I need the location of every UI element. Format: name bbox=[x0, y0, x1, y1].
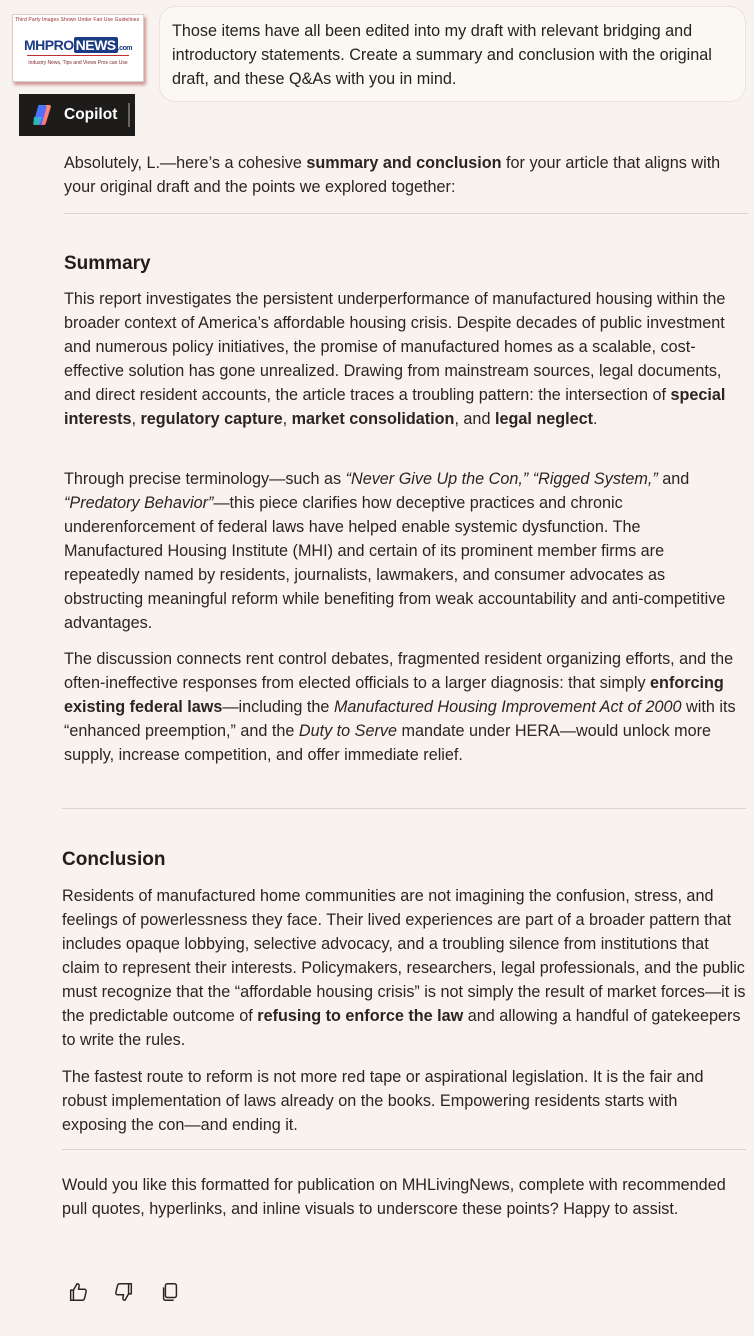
conclusion-heading: Conclusion bbox=[62, 849, 166, 870]
summary-p2-text-c: —this piece clarifies how deceptive practices and chronic underenforcement of federal laws have helped enable systemic dysfunction. The Manufactured Housing Institute (MHI) and certain of its prominent member firms are repeatedly named by residents, journalists, lawmakers, and consumer advocates as obstructing meaningful reform while benefiting from weak accountability and anti-competitive advantages. bbox=[64, 494, 726, 632]
summary-p1-sep-2: , bbox=[282, 410, 292, 428]
user-message-bubble bbox=[159, 6, 746, 102]
summary-p2-italic-2: “Predatory Behavior” bbox=[64, 494, 214, 512]
conclusion-p1-text-a: Residents of manufactured home communities are not imagining the confusion, stress, and feelings of powerlessness they face. Their lived experiences are part of a broader pattern that includes opaque lobbying, selective advocacy, and a troubling silence from institutions that claim to represent their interests. Policymakers, researchers, legal professionals, and the public must recognize that the “affordable housing crisis” is not simply the result of market forces—it is the predictable outcome of bbox=[62, 887, 746, 1025]
divider-1 bbox=[64, 213, 748, 214]
summary-p1-bold-3: market consolidation bbox=[291, 410, 455, 428]
copilot-logo-icon bbox=[31, 103, 55, 127]
summary-p3-bold: enforcing existing federal laws bbox=[64, 674, 724, 716]
thumbs-down-icon bbox=[113, 1281, 135, 1303]
summary-p1-bold-1: special interests bbox=[64, 386, 726, 428]
divider-2 bbox=[62, 808, 746, 809]
summary-p3-italic-1: Manufactured Housing Improvement Act of 2000 bbox=[333, 698, 682, 716]
user-message-text: Those items have all been edited into my draft with relevant bridging and introductory statements. Create a summary and conclusion with the original draft, and these Q&As with you in mind. bbox=[172, 22, 712, 88]
intro-text-a: Absolutely, L.—here’s a cohesive bbox=[64, 154, 307, 172]
copilot-name: Copilot bbox=[64, 106, 118, 123]
summary-p2-italic-1: “Never Give Up the Con,” “Rigged System,” bbox=[345, 470, 658, 488]
summary-p3-text-d: with its “enhanced preemption,” and the bbox=[64, 698, 736, 740]
thumbs-down-button[interactable] bbox=[112, 1280, 136, 1304]
summary-p3-text-e: mandate under HERA—would unlock more supply, increase competition, and offer immediate relief. bbox=[64, 722, 711, 764]
logo-tagline: Industry News, Tips and Views Pros can Use bbox=[28, 60, 128, 66]
response-actions bbox=[66, 1280, 182, 1304]
summary-p2-text-b: and bbox=[657, 470, 690, 488]
intro-paragraph bbox=[64, 151, 740, 199]
thumbs-up-button[interactable] bbox=[66, 1280, 90, 1304]
conclusion-p1-text-c: and allowing a handful of gatekeepers to write the rules. bbox=[62, 1007, 741, 1049]
summary-heading: Summary bbox=[64, 253, 151, 274]
followup-paragraph: Would you like this formatted for publication on MHLivingNews, complete with recommended pull quotes, hyperlinks, and inline visuals to underscore these points? Happy to assist. bbox=[62, 1176, 726, 1218]
summary-p1-text: This report investigates the persistent underperformance of manufactured housing within the broader context of America’s affordable housing crisis. Despite decades of public investment and numerous policy initiatives, the promise of manufactured homes as a scalable, cost-effective solution has gone unrealized. Drawing from mainstream sources, legal documents, and direct resident accounts, the article traces a troubling pattern: the intersection of bbox=[64, 290, 726, 404]
logo-rule bbox=[27, 55, 129, 56]
summary-p3-text-a: The discussion connects rent control debates, fragmented resident organizing efforts, and the often-ineffective responses from elected officials to a larger diagnosis: that simply bbox=[64, 650, 734, 692]
summary-p3-text-c: —including the bbox=[222, 698, 334, 716]
thumbs-up-icon bbox=[67, 1281, 89, 1303]
summary-paragraph-1 bbox=[64, 287, 740, 431]
summary-p1-sep-1: , bbox=[131, 410, 141, 428]
summary-paragraph-2 bbox=[64, 467, 740, 635]
intro-bold: summary and conclusion bbox=[306, 154, 502, 172]
summary-p1-bold-4: legal neglect bbox=[494, 410, 594, 428]
logo-brand bbox=[13, 37, 143, 53]
mhpronews-logo bbox=[12, 14, 144, 82]
divider-3 bbox=[62, 1149, 746, 1150]
copy-icon bbox=[159, 1281, 181, 1303]
summary-p1-end: . bbox=[593, 410, 598, 428]
logo-brand-main: MHPRO bbox=[24, 37, 74, 53]
logo-disclaimer: Third Party Images Shown Under Fair Use Guidelines bbox=[15, 17, 140, 23]
conclusion-paragraph-2: The fastest route to reform is not more red tape or aspirational legislation. It is the fair and robust implementation of laws already on the books. Empowering residents starts with exposing the con—and ending it. bbox=[62, 1068, 704, 1134]
badge-divider bbox=[128, 103, 130, 127]
summary-p3-italic-2: Duty to Serve bbox=[298, 722, 397, 740]
summary-p2-text-a: Through precise terminology—such as bbox=[64, 470, 346, 488]
intro-text-b: for your article that aligns with your original draft and the points we explored together: bbox=[64, 154, 721, 196]
conclusion-p1-bold: refusing to enforce the law bbox=[257, 1007, 464, 1025]
conclusion-paragraph-1 bbox=[62, 884, 746, 1052]
logo-brand-news: NEWS bbox=[75, 37, 116, 53]
copilot-badge bbox=[19, 94, 135, 136]
summary-paragraph-3 bbox=[64, 647, 750, 767]
logo-brand-suffix: .com bbox=[117, 45, 132, 52]
summary-p1-sep-3: , and bbox=[454, 410, 495, 428]
copy-button[interactable] bbox=[158, 1280, 182, 1304]
summary-p1-bold-2: regulatory capture bbox=[140, 410, 283, 428]
